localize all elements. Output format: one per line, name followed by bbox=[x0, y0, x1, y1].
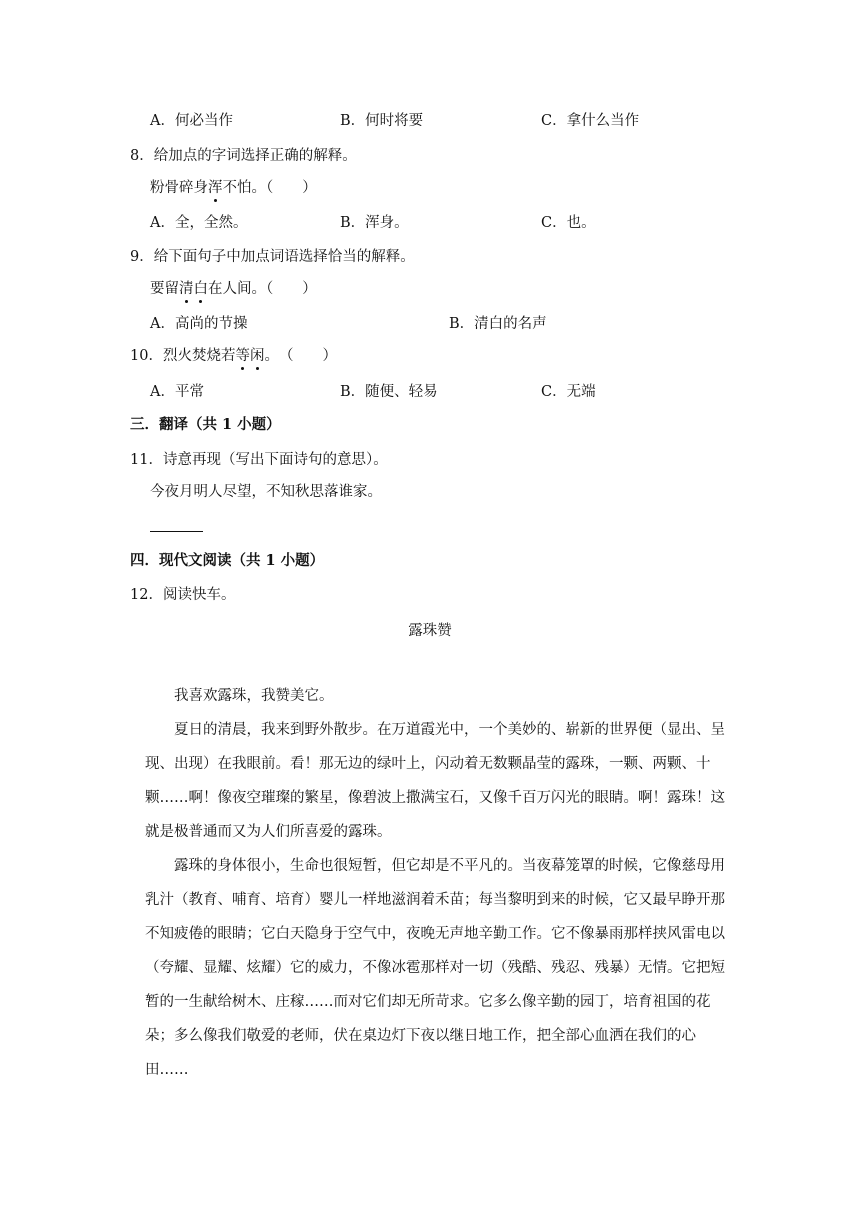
q9-dotted-char-1: 清 bbox=[179, 281, 194, 297]
q7-option-b: B．何时将要 bbox=[340, 113, 424, 129]
passage-paragraph-2: 夏日的清晨，我来到野外散步。在万道霞光中，一个美妙的、崭新的世界便（显出、呈现、出现）在我眼前。看！那无边的绿叶上，闪动着无数颗晶莹的露珠，一颗、两颗、十颗……啊！像夜空璀璨的繁星，像碧波上撒满宝石，又像千百万闪光的眼睛。啊！露珠！这就是极普通而又为人们所喜爱的露珠。 bbox=[145, 722, 725, 840]
q10-option-b: B．随便、轻易 bbox=[340, 384, 438, 400]
q11-answer-blank[interactable] bbox=[150, 531, 203, 532]
q9-stem: 9．给下面句子中加点词语选择恰当的解释。 bbox=[130, 249, 415, 265]
passage-title: 露珠赞 bbox=[408, 623, 452, 639]
q8-option-a: A．全，全然。 bbox=[150, 215, 248, 231]
q7-option-a: A．何必当作 bbox=[150, 113, 233, 129]
q10-option-c: C．无端 bbox=[541, 384, 596, 400]
q10-stem-pre: 10．烈火焚烧若 bbox=[130, 348, 236, 364]
q10-dotted-char-2: 闲 bbox=[249, 348, 265, 364]
passage-paragraph-3: 露珠的身体很小，生命也很短暂，但它却是不平凡的。当夜幕笼罩的时候，它像慈母用乳汁（教育、哺育、培育）婴儿一样地滋润着禾苗；每当黎明到来的时候，它又最早睁开那不知疲倦的眼睛；它白天隐身于空气中，夜晚无声地辛勤工作。它不像暴雨那样挟风雷电以（夸耀、显耀、炫耀）它的威力，不像冰雹那样对一切（残酷、残忍、残暴）无情。它把短暂的一生献给树木、庄稼……而对它们却无所苛求。它多么像辛勤的园丁，培育祖国的花朵；多么像我们敬爱的老师，伏在桌边灯下夜以继日地工作，把全部心血洒在我们的心田…… bbox=[145, 858, 725, 1078]
q12-stem: 12．阅读快车。 bbox=[130, 587, 236, 603]
passage-paragraph-1: 我喜欢露珠，我赞美它。 bbox=[174, 688, 334, 704]
q10-stem-post: 。 （ ） bbox=[264, 348, 337, 364]
q9-sentence-pre: 要留 bbox=[150, 281, 179, 297]
q10-dotted-char-1: 等 bbox=[235, 348, 250, 364]
q8-option-c: C．也。 bbox=[541, 215, 596, 231]
q8-stem: 8．给加点的字词选择正确的解释。 bbox=[130, 148, 357, 164]
section-3-heading: 三．翻译（共 1 小题） bbox=[130, 416, 281, 433]
q9-dotted-char-2: 白 bbox=[193, 281, 208, 297]
q8-sentence-pre: 粉骨碎身 bbox=[150, 180, 208, 196]
q9-option-b: B．清白的名声 bbox=[449, 316, 547, 332]
section-4-heading: 四．现代文阅读（共 1 小题） bbox=[130, 552, 325, 569]
q10-stem bbox=[130, 346, 337, 366]
q8-option-b: B．浑身。 bbox=[340, 215, 409, 231]
q8-dotted-char: 浑 bbox=[208, 180, 223, 196]
q10-option-a: A．平常 bbox=[150, 384, 204, 400]
q9-sentence bbox=[150, 279, 317, 299]
q9-option-a: A．高尚的节操 bbox=[150, 316, 248, 332]
q8-sentence-post: 不怕。（ ） bbox=[222, 180, 317, 196]
q8-sentence bbox=[150, 178, 317, 198]
q11-poem: 今夜月明人尽望，不知秋思落谁家。 bbox=[150, 484, 382, 500]
q11-stem: 11．诗意再现（写出下面诗句的意思）。 bbox=[130, 452, 388, 468]
q9-sentence-post: 在人间。（ ） bbox=[208, 281, 317, 297]
q7-option-c: C．拿什么当作 bbox=[541, 113, 640, 129]
